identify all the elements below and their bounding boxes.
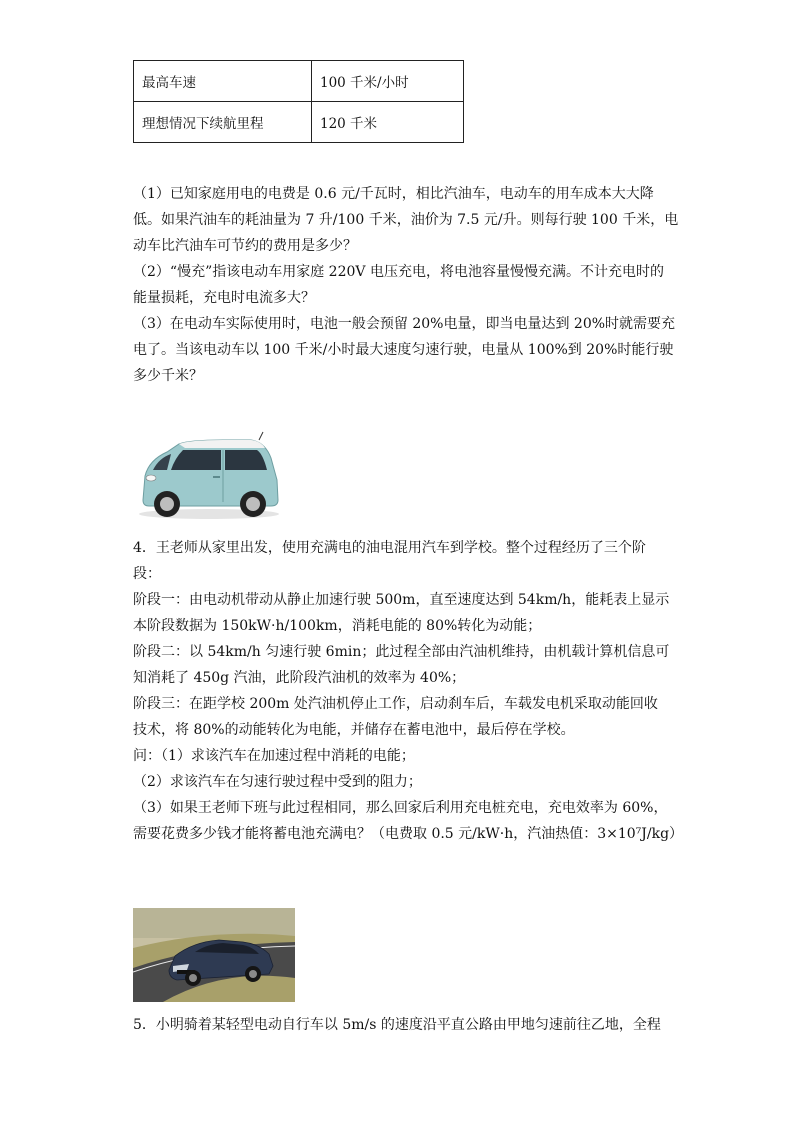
text-line: （2）“慢充”指该电动车用家庭 220V 电压充电，将电池容量慢慢充满。不计充电时的: [133, 264, 664, 280]
table-row: [134, 61, 464, 102]
text-line: 电了。当该电动车以 100 千米/小时最大速度匀速行驶，电量从 100%到 20%时能行驶: [133, 342, 674, 358]
text-line: 需要花费多少钱才能将蓄电池充满电？（电费取 0.5 元/kW·h，汽油热值：3×10⁷J/kg）: [133, 826, 684, 842]
text-line: （2）求该汽车在匀速行驶过程中受到的阻力；: [133, 774, 422, 790]
text-line: 技术，将 80%的动能转化为电能，并储存在蓄电池中，最后停在学校。: [133, 722, 575, 738]
text-line: 阶段二：以 54km/h 匀速行驶 6min；此过程全部由汽油机维持，由机载计算机信息可: [133, 644, 670, 660]
text-line: 本阶段数据为 150kW·h/100km，消耗电能的 80%转化为动能；: [133, 618, 542, 634]
hybrid-sedan-photo: [133, 908, 295, 1002]
text-line: 阶段一：由电动机带动从静止加速行驶 500m，直至速度达到 54km/h，能耗表上显示: [133, 592, 670, 608]
spec-table: [133, 60, 464, 143]
text-line: 低。如果汽油车的耗油量为 7 升/100 千米，油价为 7.5 元/升。则每行驶 100 千米，电: [133, 212, 679, 228]
spec-value: 120 千米: [312, 102, 464, 143]
text-line: 5．小明骑着某轻型电动自行车以 5m/s 的速度沿平直公路由甲地匀速前往乙地，全程: [133, 1017, 661, 1033]
question-5-text: [133, 1012, 663, 1038]
text-line: 问：（1）求该汽车在加速过程中消耗的电能；: [133, 748, 415, 764]
text-line: （3）在电动车实际使用时，电池一般会预留 20%电量，即当电量达到 20%时就需要充: [133, 316, 676, 332]
electric-car-photo: [133, 430, 285, 522]
spec-value: 100 千米/小时: [312, 61, 464, 102]
table-row: [134, 102, 464, 143]
text-line: 知消耗了 450g 汽油，此阶段汽油机的效率为 40%；: [133, 670, 466, 686]
question-4-text: [133, 535, 684, 847]
text-line: （1）已知家庭用电的电费是 0.6 元/千瓦时，相比汽油车，电动车的用车成本大大降: [133, 186, 654, 202]
text-line: 动车比汽油车可节约的费用是多少？: [133, 238, 357, 254]
text-line: 能量损耗，充电时电流多大？: [133, 290, 315, 306]
question-3-text: [133, 181, 679, 389]
spec-label: 最高车速: [134, 61, 312, 102]
text-line: 段：: [133, 566, 161, 582]
text-line: 多少千米？: [133, 368, 203, 384]
spec-label: 理想情况下续航里程: [134, 102, 312, 143]
text-line: 4．王老师从家里出发，使用充满电的油电混用汽车到学校。整个过程经历了三个阶: [133, 540, 646, 556]
text-line: （3）如果王老师下班与此过程相同，那么回家后利用充电桩充电，充电效率为 60%，: [133, 800, 668, 816]
text-line: 阶段三：在距学校 200m 处汽油机停止工作，启动刹车后，车载发电机采取动能回收: [133, 696, 658, 712]
